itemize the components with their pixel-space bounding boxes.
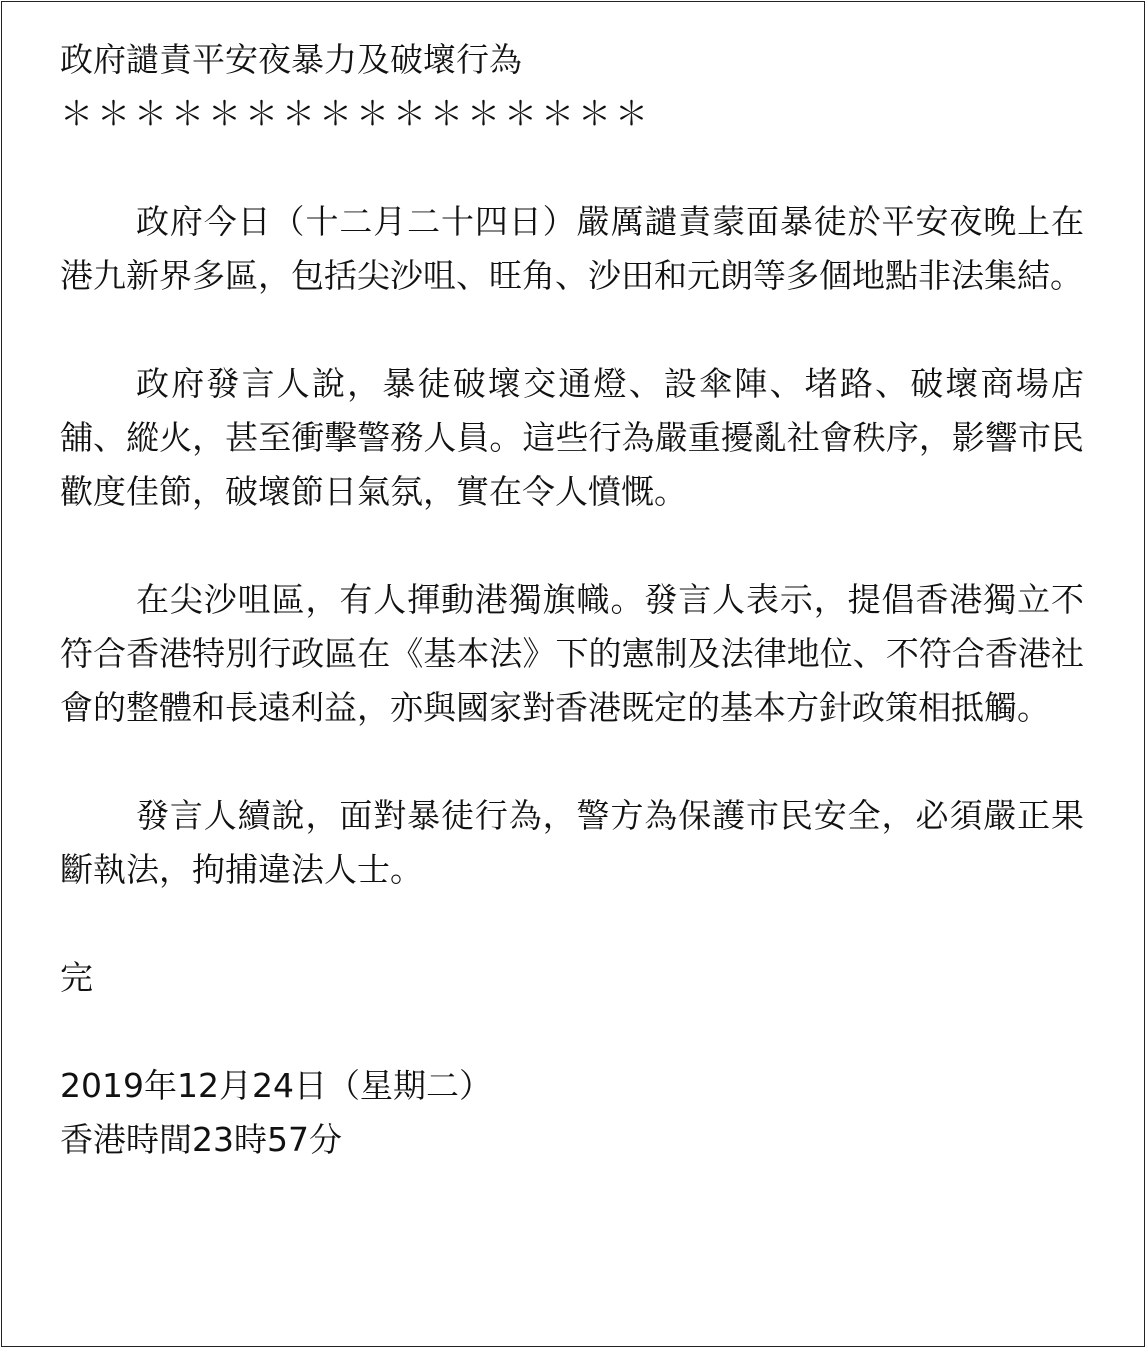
paragraph-2: 政府發言人說，暴徒破壞交通燈、設傘陣、堵路、破壞商場店舖、縱火，甚至衝擊警務人員。這些行為嚴重擾亂社會秩序，影響市民歡度佳節，破壞節日氣氛，實在令人憤慨。	[60, 364, 1084, 511]
page-title: 政府譴責平安夜暴力及破壞行為	[60, 40, 522, 79]
time-line: 香港時間23時57分	[60, 1120, 342, 1159]
paragraph-4: 發言人續說，面對暴徒行為，警方為保護市民安全，必須嚴正果斷執法，拘捕違法人士。	[60, 796, 1084, 889]
paragraph-3: 在尖沙咀區，有人揮動港獨旗幟。發言人表示，提倡香港獨立不符合香港特別行政區在《基本法》下的憲制及法律地位、不符合香港社會的整體和長遠利益，亦與國家對香港既定的基本方針政策相抵觸。	[60, 580, 1084, 727]
end-mark: 完	[60, 958, 93, 997]
title-separator: ＊＊＊＊＊＊＊＊＊＊＊＊＊＊＊＊	[60, 94, 652, 133]
press-release	[60, 33, 1084, 1167]
date-line: 2019年12月24日（星期二）	[60, 1066, 492, 1105]
paragraph-1: 政府今日（十二月二十四日）嚴厲譴責蒙面暴徒於平安夜晚上在港九新界多區，包括尖沙咀、旺角、沙田和元朗等多個地點非法集結。	[60, 202, 1084, 295]
